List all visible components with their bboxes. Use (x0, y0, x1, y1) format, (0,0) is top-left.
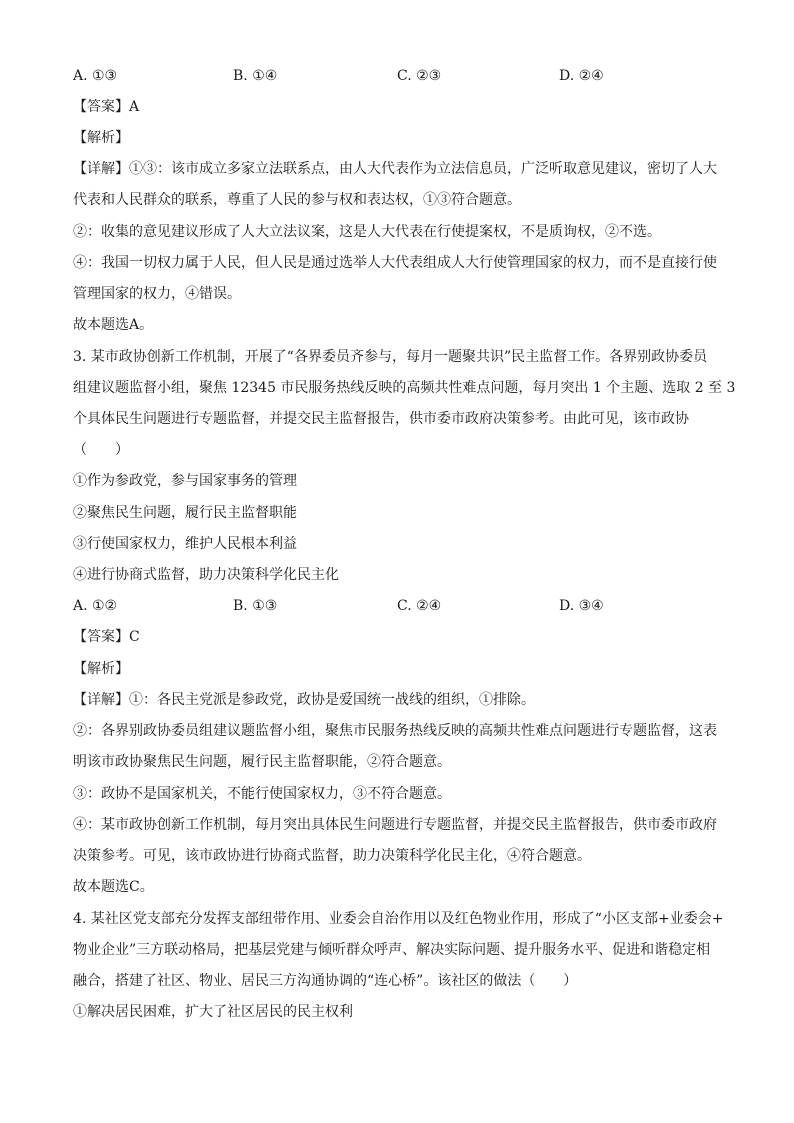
q4-stem-line: 物业企业”三方联动格局，把基层党建与倾听群众呼声、解决实际问题、提升服务水平、促进和谐稳定相 (73, 942, 711, 958)
q3-detail-line: ④：某市政协创新工作机制，每月突出具体民生问题进行专题监督，并提交民主监督报告，供市委市政府 (73, 817, 717, 833)
q3-option-d: D. ③④ (559, 598, 604, 614)
q3-stem-line: 个具体民生问题进行专题监督，并提交民主监督报告，供市委市政府决策参考。由此可见，该市政协 (73, 411, 689, 427)
q3-option-b: B. ①③ (233, 598, 278, 614)
q3-stem-line: 3. 某市政协创新工作机制，开展了“各界委员齐参与，每月一题聚共识”民主监督工作。各界别政协委员 (73, 349, 708, 365)
q3-option-a: A. ①② (73, 598, 118, 614)
q3-stem-line: （ ） (73, 442, 129, 458)
q3-option-c: C. ②④ (397, 598, 442, 614)
q3-detail-line: 【详解】①：各民主党派是参政党，政协是爱国统一战线的组织，①排除。 (73, 692, 535, 708)
q2-answer: 【答案】A (73, 99, 140, 115)
q2-detail-line: 【详解】①③：该市成立多家立法联系点，由人大代表作为立法信息员，广泛听取意见建议，密切了人大 (73, 161, 717, 177)
q2-option-b: B. ①④ (233, 68, 278, 84)
q3-detail-line: 明该市政协聚焦民生问题，履行民主监督职能，②符合题意。 (73, 754, 451, 770)
q4-statement: ①解决居民困难，扩大了社区居民的民主权利 (73, 1004, 353, 1020)
q3-analysis-heading: 【解析】 (73, 661, 129, 677)
q2-options (73, 66, 723, 86)
q3-statement: ④进行协商式监督，助力决策科学化民主化 (73, 567, 339, 583)
q3-stem-line: 组建议题监督小组，聚焦 12345 市民服务热线反映的高频共性难点问题，每月突出 1 个主题、选取 2 至 3 (73, 380, 736, 396)
q2-detail-line: 代表和人民群众的联系，尊重了人民的参与权和表达权，①③符合题意。 (73, 192, 521, 208)
q3-detail-line: ②：各界别政协委员组建议题监督小组，聚焦市民服务热线反映的高频共性难点问题进行专题监督，这表 (73, 723, 717, 739)
q3-detail-line: ③：政协不是国家机关，不能行使国家权力，③不符合题意。 (73, 786, 451, 802)
q4-stem-line: 融合，搭建了社区、物业、居民三方沟通协调的“连心桥”。该社区的做法（ ） (73, 973, 578, 989)
q2-option-d: D. ②④ (559, 68, 604, 84)
q2-analysis-heading: 【解析】 (73, 130, 129, 146)
q2-conclusion: 故本题选A。 (73, 317, 154, 333)
q4-stem-line: 4. 某社区党支部充分发挥支部纽带作用、业委会自治作用以及红色物业作用，形成了“小区支部+业委会+ (73, 911, 724, 927)
q3-options (73, 596, 723, 616)
q2-option-c: C. ②③ (397, 68, 442, 84)
q2-detail-line: ④：我国一切权力属于人民，但人民是通过选举人大代表组成人大行使管理国家的权力，而不是直接行使 (73, 255, 717, 271)
q2-detail-line: ②：收集的意见建议形成了人大立法议案，这是人大代表在行使提案权，不是质询权，②不选。 (73, 224, 661, 240)
q3-statement: ②聚焦民生问题，履行民主监督职能 (73, 505, 297, 521)
q2-option-a: A. ①③ (73, 68, 118, 84)
q3-statement: ①作为参政党，参与国家事务的管理 (73, 473, 297, 489)
q3-statement: ③行使国家权力，维护人民根本利益 (73, 536, 297, 552)
q3-detail-line: 决策参考。可见，该市政协进行协商式监督，助力决策科学化民主化，④符合题意。 (73, 848, 591, 864)
q3-answer: 【答案】C (73, 629, 140, 645)
q2-detail-line: 管理国家的权力，④错误。 (73, 286, 241, 302)
q3-conclusion: 故本题选C。 (73, 879, 154, 895)
